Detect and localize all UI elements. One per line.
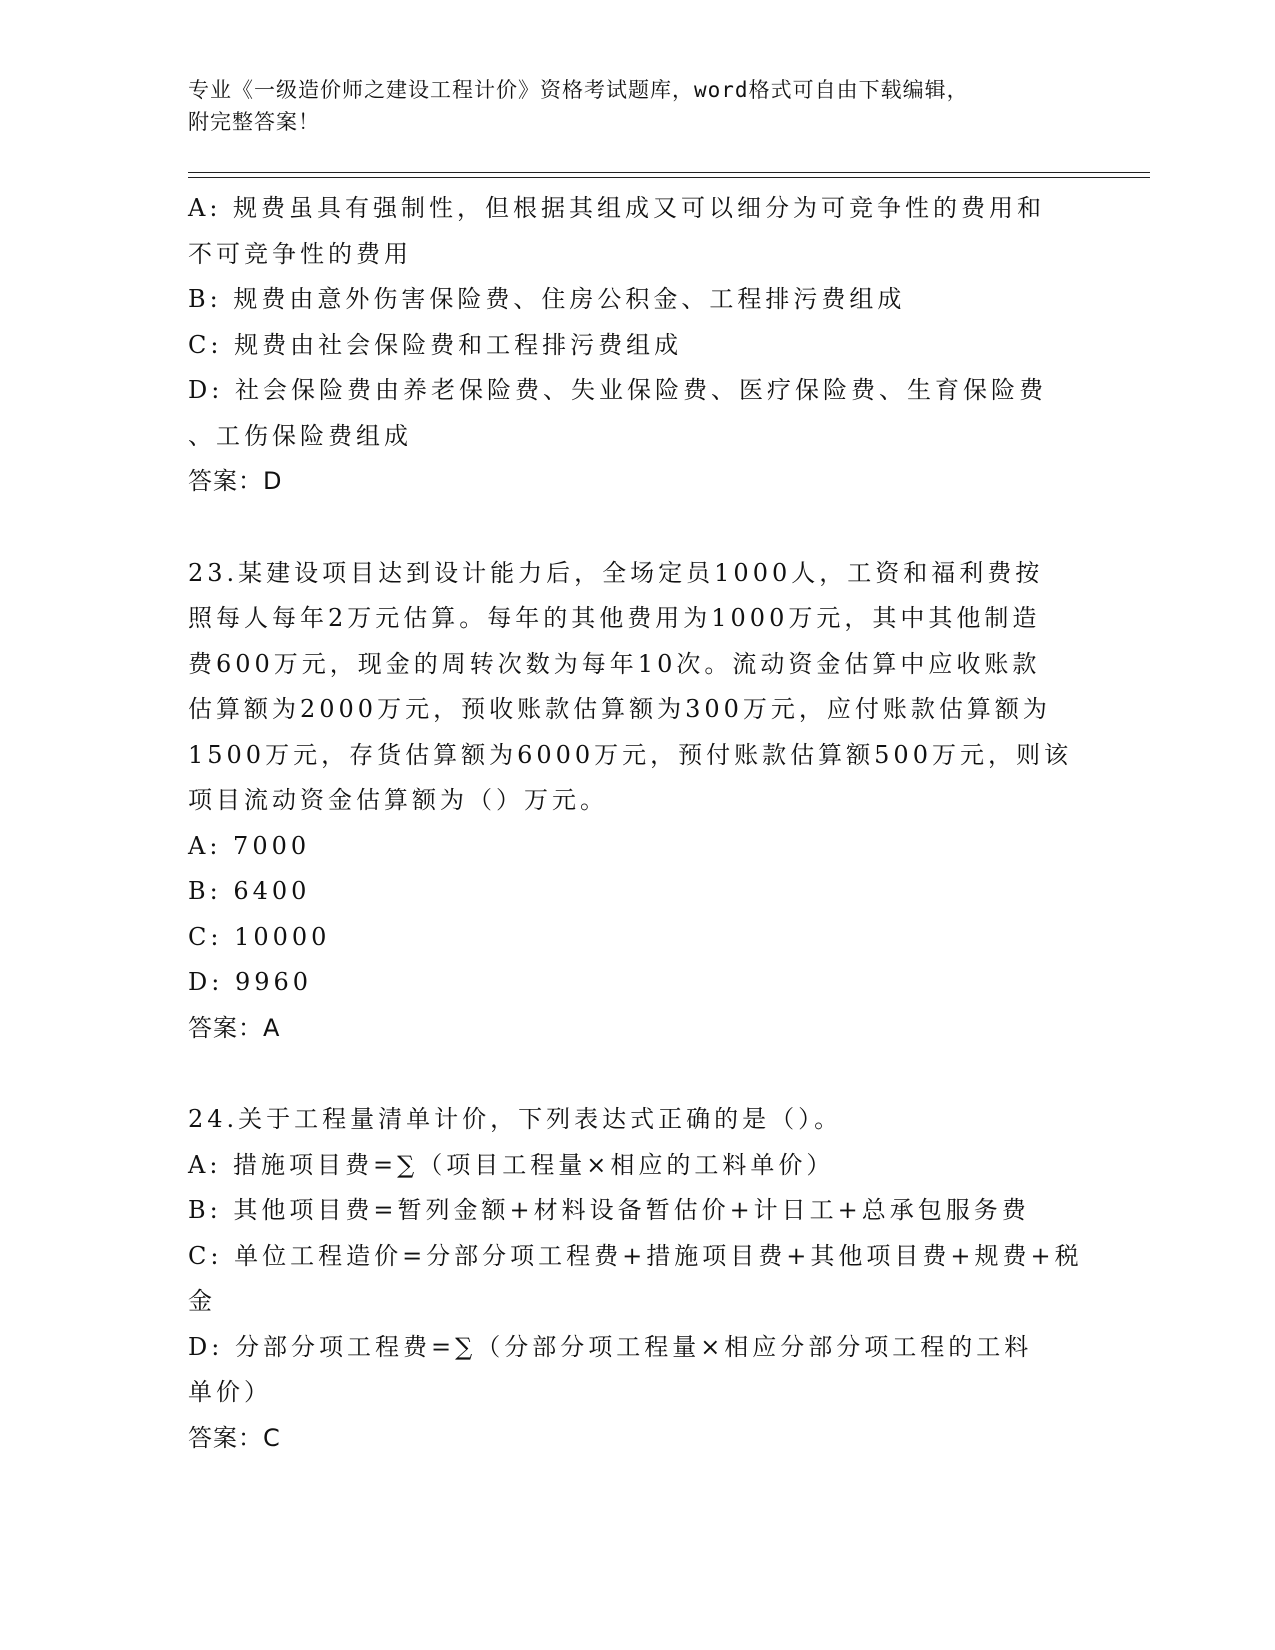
question-22-options [188,186,1088,505]
option-a-line-2: 不可竞争性的费用 [188,239,412,268]
question-stem-line-3: 费600万元，现金的周转次数为每年10次。流动资金估算中应收账款 [188,649,1041,678]
option-c-line-1: C: 单位工程造价=分部分项工程费+措施项目费+其他项目费+规费+税 [188,1241,1083,1270]
option-b: B: 其他项目费=暂列金额+材料设备暂估价+计日工+总承包服务费 [188,1196,1030,1224]
answer: 答案：D [188,467,283,495]
option-d-line-1: D: 分部分项工程费=∑（分部分项工程量×相应分部分项工程的工料 [188,1332,1033,1361]
header-divider-top [188,172,1150,173]
header-line-2: 附完整答案！ [188,110,320,134]
question-23 [188,551,1088,1052]
option-a: A: 措施项目费=∑（项目工程量×相应的工料单价） [188,1150,835,1179]
spacer [188,505,1088,551]
question-24 [188,1097,1088,1461]
option-a-line-1: A: 规费虽具有强制性，但根据其组成又可以细分为可竞争性的费用和 [188,194,1046,222]
option-d-line-1: D: 社会保险费由养老保险费、失业保险费、医疗保险费、生育保险费 [188,376,1047,404]
option-d-line-2: 单价） [188,1378,272,1406]
option-d: D: 9960 [188,968,313,996]
answer: 答案：C [188,1423,281,1452]
option-c: C: 规费由社会保险费和工程排污费组成 [188,330,683,359]
spacer [188,1051,1088,1097]
question-stem: 24.关于工程量清单计价，下列表达式正确的是（）。 [188,1105,843,1133]
header-line-1: 专业《一级造价师之建设工程计价》资格考试题库，word格式可自由下载编辑， [188,78,969,102]
header-divider-bottom [188,177,1150,178]
document-header [188,74,1068,138]
option-c: C: 10000 [188,922,331,951]
question-stem-line-5: 1500万元，存货估算额为6000万元，预付账款估算额500万元，则该 [188,740,1072,769]
question-stem-line-6: 项目流动资金估算额为（）万元。 [188,786,608,814]
answer: 答案：A [188,1013,281,1042]
question-stem-line-2: 照每人每年2万元估算。每年的其他费用为1000万元，其中其他制造 [188,604,1041,632]
option-b: B: 6400 [188,877,311,905]
option-d-line-2: 、工伤保险费组成 [188,421,412,450]
question-stem-line-1: 23.某建设项目达到设计能力后，全场定员1000人，工资和福利费按 [188,558,1044,587]
option-a: A: 7000 [188,831,311,860]
option-c-line-2: 金 [188,1287,216,1315]
option-b: B: 规费由意外伤害保险费、住房公积金、工程排污费组成 [188,285,906,313]
document-body [188,186,1088,1461]
question-stem-line-4: 估算额为2000万元，预收账款估算额为300万元，应付账款估算额为 [188,695,1051,723]
